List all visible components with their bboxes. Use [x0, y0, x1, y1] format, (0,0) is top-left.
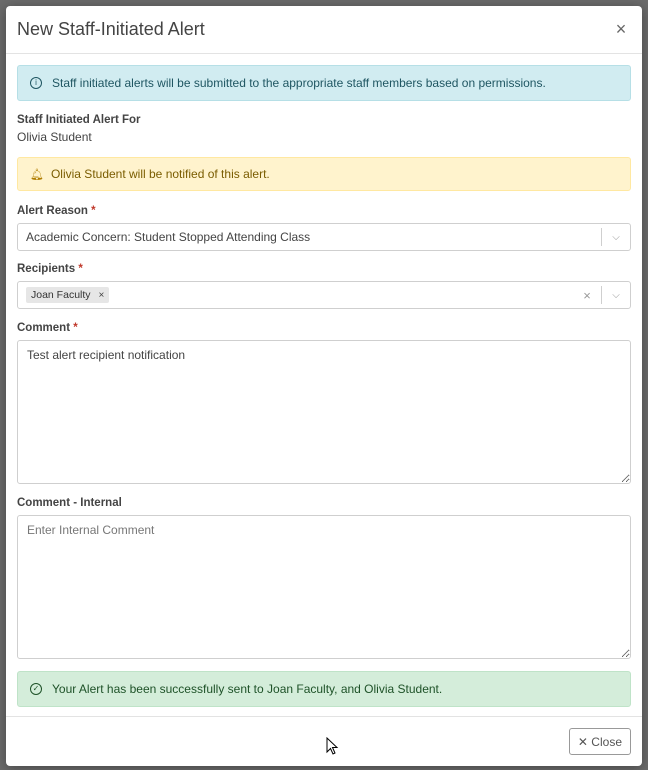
alert-reason-label-text: Alert Reason	[17, 205, 88, 217]
mouse-cursor-icon	[326, 737, 340, 757]
close-button[interactable]: ✕ Close	[569, 728, 631, 755]
alert-for-value: Olivia Student	[17, 130, 92, 144]
info-circle-icon: i	[30, 77, 42, 89]
bell-icon: 🔔︎	[30, 168, 44, 181]
chevron-down-icon[interactable]: ⌵	[612, 289, 620, 301]
recipients-block	[17, 263, 631, 309]
alert-for-label: Staff Initiated Alert For	[17, 114, 141, 126]
required-mark: *	[73, 322, 78, 334]
modal-title: New Staff-Initiated Alert	[17, 19, 205, 39]
comment-block	[17, 322, 631, 484]
alert-for-block	[17, 114, 631, 144]
success-alert-text: Your Alert has been successfully sent to Joan Faculty, and Olivia Student.	[52, 682, 443, 696]
required-mark: *	[78, 263, 83, 275]
info-alert-text: Staff initiated alerts will be submitted to the appropriate staff members based on permissions.	[52, 76, 546, 90]
recipients-label-text: Recipients	[17, 263, 76, 275]
comment-textarea[interactable]	[17, 340, 631, 484]
notify-alert	[17, 157, 631, 191]
comment-label-text: Comment	[17, 322, 71, 334]
recipient-tag-label: Joan Faculty	[31, 289, 91, 301]
clear-icon[interactable]: ×	[583, 287, 591, 303]
comment-label	[17, 322, 631, 334]
recipient-tag	[26, 287, 109, 303]
comment-internal-label: Comment - Internal	[17, 497, 122, 509]
alert-reason-select[interactable]	[17, 223, 631, 251]
staff-alert-modal	[6, 6, 642, 766]
recipients-label	[17, 263, 631, 275]
recipients-select[interactable]	[17, 281, 631, 309]
chevron-down-icon[interactable]: ⌵	[612, 231, 620, 243]
check-circle-icon: ✓	[30, 683, 42, 695]
alert-reason-block	[17, 205, 631, 251]
modal-header	[6, 6, 642, 54]
recipients-tags	[26, 287, 573, 303]
info-alert	[17, 65, 631, 101]
comment-internal-textarea[interactable]	[17, 515, 631, 659]
close-icon[interactable]: ×	[615, 19, 627, 39]
modal-body	[6, 54, 642, 707]
alert-reason-value: Academic Concern: Student Stopped Attending Class	[26, 230, 311, 244]
notify-alert-text: Olivia Student will be notified of this alert.	[50, 167, 270, 181]
required-mark: *	[91, 205, 96, 217]
modal-footer	[6, 716, 642, 766]
comment-internal-block	[17, 497, 631, 659]
alert-reason-label	[17, 205, 631, 217]
success-alert	[17, 671, 631, 707]
remove-tag-icon[interactable]: ×	[98, 289, 105, 301]
